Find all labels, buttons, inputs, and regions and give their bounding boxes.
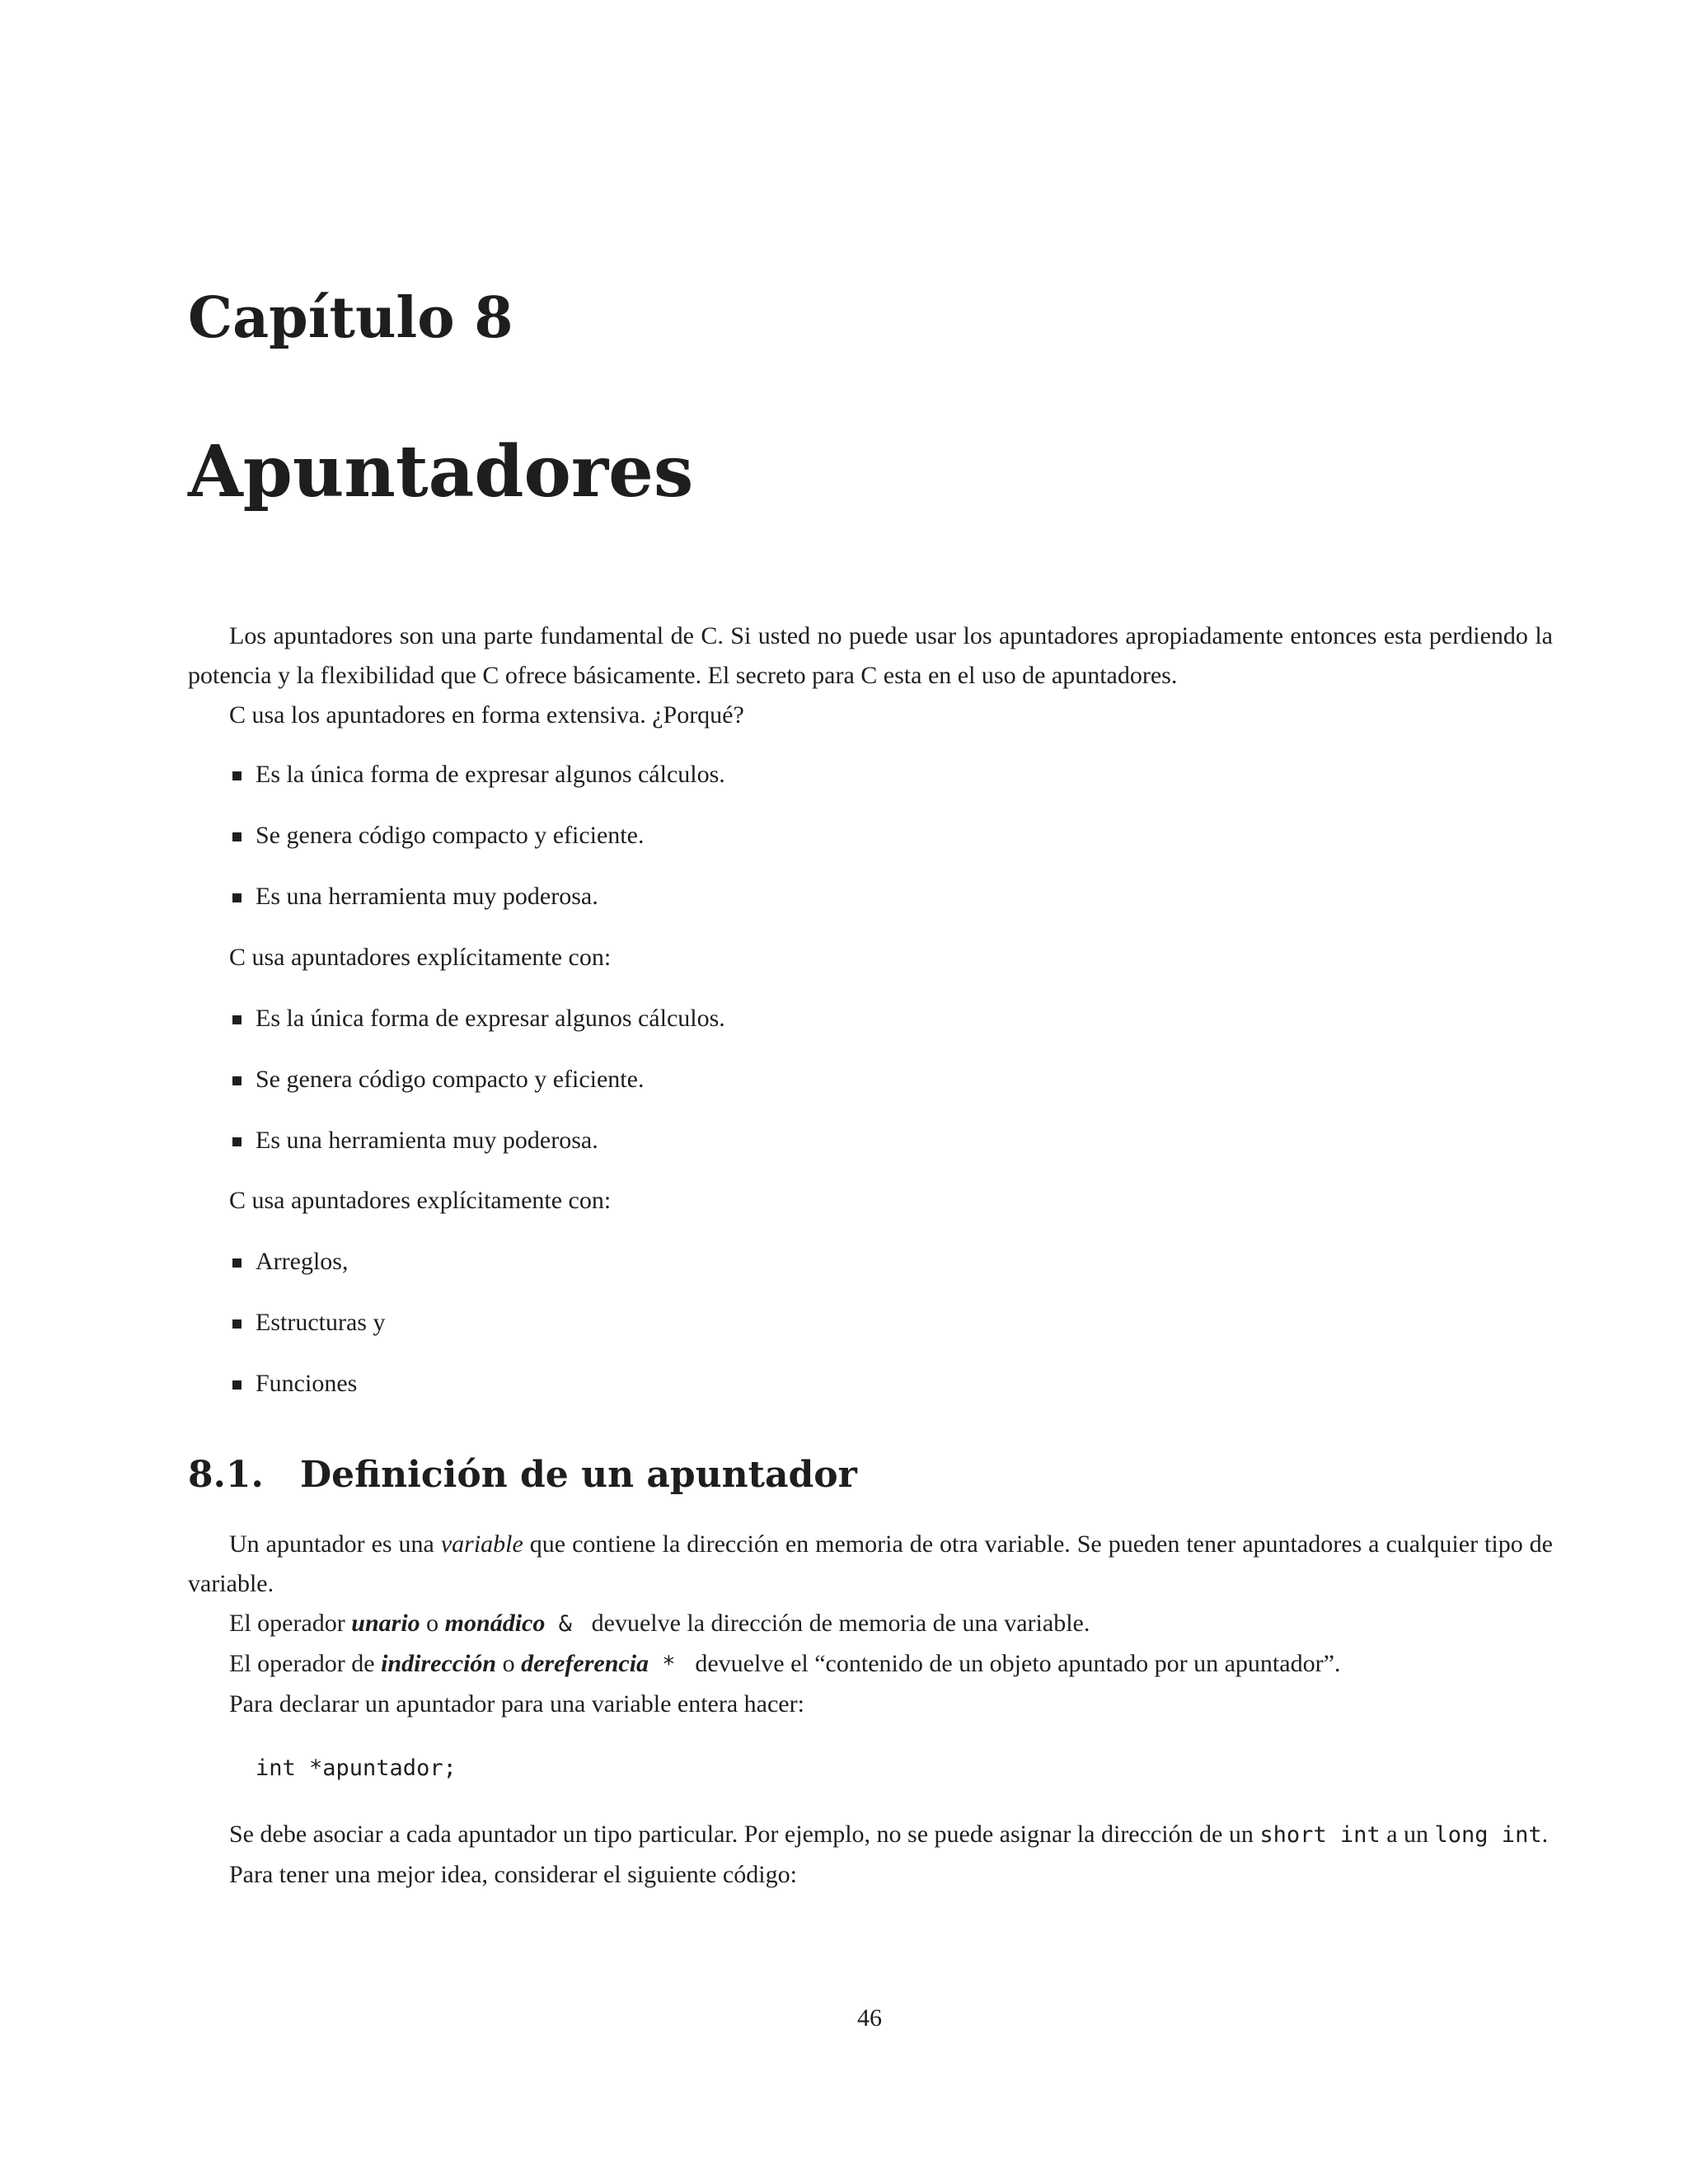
section-title: Definición de un apuntador [300, 1454, 857, 1496]
list-item: Se genera código compacto y eficiente. [188, 816, 1553, 855]
list-item: Arreglos, [188, 1242, 1553, 1282]
list-item: Es la única forma de expresar algunos cálculos. [188, 755, 1553, 794]
chapter-title: Apuntadores [188, 430, 694, 513]
type-paragraph: Se debe asociar a cada apuntador un tipo particular. Por ejemplo, no se puede asignar la dirección de un short int a un long int. [229, 1821, 1549, 1848]
bullet-icon [232, 1258, 241, 1268]
bullet-icon [232, 832, 241, 841]
reasons-list-2 [188, 999, 1553, 1160]
code-block [188, 1749, 1553, 1788]
intro-section [188, 616, 1553, 735]
code-line: int *apuntador; [256, 1755, 457, 1781]
consider-line: Para tener una mejor idea, considerar el siguiente código: [229, 1861, 797, 1888]
intro-paragraph: Los apuntadores son una parte fundamental de C. Si usted no puede usar los apuntadores apropiadamente entonces esta perdiendo la potencia y la flexibilidad que C ofrece básicamente. El secreto para C esta en el uso de apuntadores. [188, 622, 1553, 689]
page-number: 46 [857, 2004, 882, 2032]
section-number: 8.1. [188, 1454, 264, 1496]
dereference-operator-line: El operador de indirección o dereferencia * devuelve el “contenido de un objeto apuntado por un apuntador”. [229, 1650, 1341, 1677]
definition-paragraph: Un apuntador es una variable que contiene la dirección en memoria de otra variable. Se pueden tener apuntadores a cualquier tipo de variable. [188, 1530, 1553, 1597]
list-item: Es la única forma de expresar algunos cálculos. [188, 999, 1553, 1038]
list-item: Estructuras y [188, 1303, 1553, 1343]
list-item: Es una herramienta muy poderosa. [188, 1121, 1553, 1160]
list-item: Es una herramienta muy poderosa. [188, 877, 1553, 916]
bullet-icon [232, 1137, 241, 1146]
section-heading [188, 1454, 1553, 1496]
declare-line: Para declarar un apuntador para una variable entera hacer: [229, 1690, 804, 1718]
bullet-icon [232, 1380, 241, 1390]
section-body [188, 1525, 1553, 1724]
list-item: Funciones [188, 1364, 1553, 1404]
address-operator-line: El operador unario o monádico & devuelve la dirección de memoria de una variable. [229, 1610, 1090, 1637]
reasons-list-1 [188, 755, 1553, 916]
section-body-2 [188, 1815, 1553, 1895]
bullet-icon [232, 1319, 241, 1329]
list-item: Se genera código compacto y eficiente. [188, 1060, 1553, 1099]
bullet-icon [232, 1076, 241, 1085]
bullet-icon [232, 893, 241, 902]
bullet-icon [232, 1015, 241, 1024]
chapter-label: Capítulo 8 [188, 285, 513, 351]
explicit-line-1: C usa apuntadores explícitamente con: [229, 944, 612, 971]
explicit-line-2: C usa apuntadores explícitamente con: [229, 1187, 612, 1214]
why-line: C usa los apuntadores en forma extensiva. ¿Porqué? [229, 701, 744, 729]
bullet-icon [232, 771, 241, 780]
uses-list [188, 1242, 1553, 1404]
